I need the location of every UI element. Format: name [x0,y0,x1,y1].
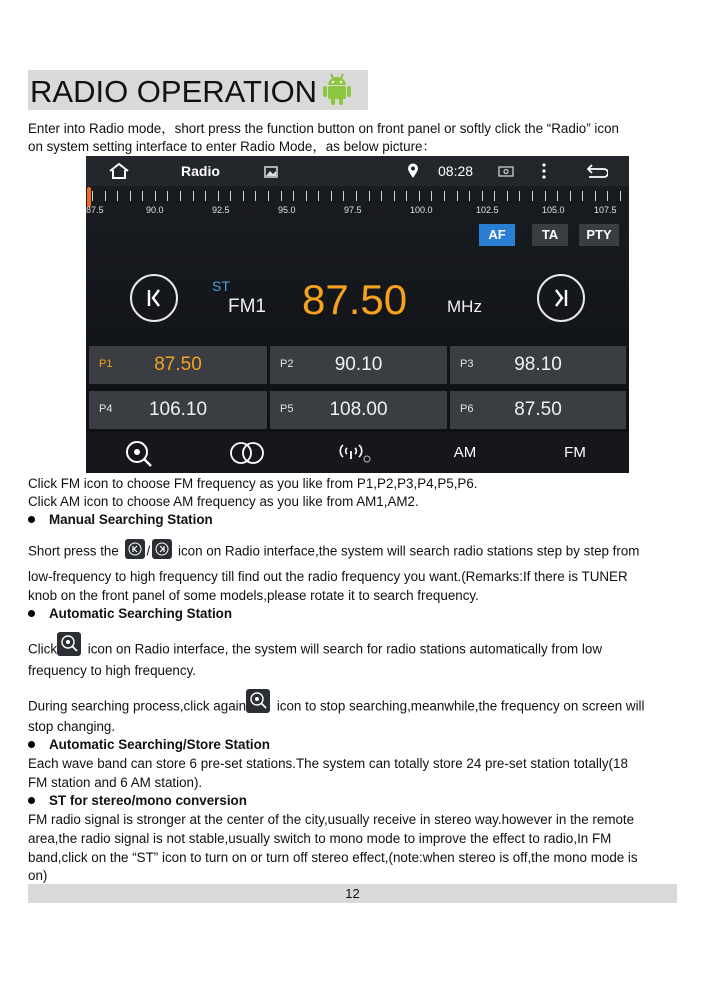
st-line-4: on) [28,868,48,883]
menu-icon[interactable] [542,163,546,179]
manual-line-1: Short press the / icon on Radio interface,the system will search radio stations step by step from [28,542,688,562]
dial-tick [582,191,583,201]
dial-tick [431,191,432,201]
dial-scale-label: 92.5 [212,205,230,215]
screenshot-icon [498,166,514,177]
dial-tick [394,191,395,201]
fm-instruction: Click FM icon to choose FM frequency as you like from P1,P2,P3,P4,P5,P6. [28,476,478,491]
preset-label: P6 [460,403,474,415]
pty-button[interactable]: PTY [579,224,619,246]
heading-text: Automatic Searching Station [49,606,233,621]
dial-scale-label: 95.0 [278,205,296,215]
page-number: 12 [28,884,677,903]
text-span: Click [28,641,58,657]
screen-title: Radio [181,163,220,179]
preset-label: P4 [99,403,113,415]
dial-tick [444,191,445,201]
android-icon [322,72,352,106]
dial-tick [105,191,106,201]
dial-tick [457,191,458,201]
dial-tick [306,191,307,201]
dial-tick [343,191,344,201]
st-line-3: band,click on the “ST” icon to turn on or turn off stereo effect,(note:when stereo is off,the mono mode is [28,850,638,865]
text-span: icon on Radio interface, the system will search for radio stations automatically from low [87,641,603,657]
seek-next-icon [152,539,172,559]
intro-line-1: Enter into Radio mode，short press the function button on front panel or softly click the “Radio” icon [28,121,619,136]
dial-scale-label: 90.0 [146,205,164,215]
dial-tick [268,191,269,201]
dial-scale-label: 97.5 [344,205,362,215]
dial-scale-label: 87.5 [86,205,104,215]
dial-tick [545,191,546,201]
dial-tick [356,191,357,201]
bullet-dot [28,516,35,523]
home-icon [108,162,130,180]
dial-tick [607,191,608,201]
af-button[interactable]: AF [479,224,515,246]
dial-tick [180,191,181,201]
text-span: icon to stop searching,meanwhile,the frequency on screen will [276,698,645,714]
preset-value: 87.50 [154,354,202,375]
manual-line-2: low-frequency to high frequency till find out the radio frequency you want.(Remarks:If there is TUNER [28,569,628,584]
heading-text: ST for stereo/mono conversion [49,793,247,808]
dial-tick [117,191,118,201]
dial-tick [507,191,508,201]
preset-p1[interactable] [89,346,267,384]
back-icon[interactable] [586,163,608,179]
intro-line-2: on system setting interface to enter Radio Mode，as below picture： [28,139,436,154]
dial-tick [167,191,168,201]
preset-value: 87.50 [514,399,562,420]
dial-tick [482,191,483,201]
seek-prev-icon [125,539,145,559]
seek-prev-icon [132,276,176,320]
bottom-bar [86,432,629,473]
dial-tick [369,191,370,201]
clock: 08:28 [438,163,474,179]
image-icon [264,166,278,178]
dial-tick [494,191,495,201]
dial-scale-label: 100.0 [410,205,433,215]
auto-search-icon [57,632,81,656]
dial-needle[interactable] [87,187,91,207]
heading-auto-search [28,606,232,621]
preset-value: 90.10 [334,354,383,375]
current-frequency: 87.50 [302,276,408,323]
dial-tick [532,191,533,201]
dial-tick [218,191,219,201]
dial-tick [595,191,596,201]
status-bar [86,156,629,186]
heading-stereo [28,793,247,808]
stereo-toggle-button[interactable] [194,432,300,473]
manual-line-3: knob on the front panel of some models,please rotate it to search frequency. [28,588,479,603]
dial-tick [570,191,571,201]
auto-search-icon [246,689,270,713]
dial-tick [142,191,143,201]
stereo-rings-icon [228,441,266,465]
preset-label: P1 [99,358,113,370]
dial-tick [92,191,93,201]
preset-p2[interactable] [270,346,447,384]
dial-tick [419,191,420,201]
bullet-dot [28,610,35,617]
dial-tick [230,191,231,201]
heading-store [28,737,270,752]
preset-p3[interactable] [450,346,626,384]
band-label: FM1 [228,296,266,317]
dial-tick [406,191,407,201]
auto-search-button[interactable] [86,432,192,473]
dial-tick [130,191,131,201]
am-button[interactable]: AM [453,444,477,461]
dial-tick [155,191,156,201]
st-line-2: area,the radio signal is not stable,usually switch to mono mode to improve the effect to radio,In FM [28,831,612,846]
auto-line-4: stop changing. [28,719,116,734]
search-scan-icon [124,440,154,468]
dial-tick [557,191,558,201]
dial-tick [281,191,282,201]
preset-value: 106.10 [148,399,208,420]
preset-p4[interactable] [89,391,267,429]
text-span: During searching process,click again [28,698,247,714]
seek-next-icon [539,276,583,320]
dial-tick [293,191,294,201]
dial-scale-label: 105.0 [542,205,565,215]
heading-text: Manual Searching Station [49,512,213,527]
st-line-1: FM radio signal is stronger at the center of the city,usually receive in stereo way.however in the remote [28,812,635,827]
preset-value: 98.10 [514,354,562,375]
preset-p6[interactable] [450,391,626,429]
radio-signal-icon [337,442,373,464]
dial-tick [620,191,621,201]
text-span: icon on Radio interface,the system will search radio stations step by step from [178,543,640,559]
dial-scale-label: 107.5 [594,205,617,215]
dial-tick [469,191,470,201]
auto-line-1 [28,638,688,662]
radio-screenshot [86,156,629,473]
dial-tick [205,191,206,201]
dial-tick [331,191,332,201]
heading-manual-search [28,512,213,527]
auto-line-3 [28,695,688,719]
dial-scale-label: 102.5 [476,205,499,215]
dial-tick [243,191,244,201]
text-span: Short press the [28,543,119,559]
seek-next-button[interactable] [537,274,585,322]
signal-button[interactable] [302,432,408,473]
dial-tick [255,191,256,201]
preset-label: P2 [280,358,294,370]
ta-button[interactable]: TA [532,224,568,246]
auto-line-2: frequency to high frequency. [28,663,196,678]
preset-value: 108.00 [329,399,388,420]
heading-text: Automatic Searching/Store Station [49,737,270,752]
dial-tick [519,191,520,201]
store-line-2: FM station and 6 AM station). [28,775,203,790]
dial-tick [193,191,194,201]
store-line-1: Each wave band can store 6 pre-set stations.The system can totally store 24 pre-set station totally(18 [28,756,628,771]
frequency-unit: MHz [447,297,482,316]
location-icon [407,163,419,179]
bullet-dot [28,797,35,804]
bullet-dot [28,741,35,748]
page-title: RADIO OPERATION [30,74,318,109]
dial-tick [381,191,382,201]
stereo-indicator[interactable]: ST [212,278,230,294]
am-instruction: Click AM icon to choose AM frequency as you like from AM1,AM2. [28,494,419,509]
dial-tick [318,191,319,201]
preset-label: P5 [280,403,294,415]
preset-label: P3 [460,358,474,370]
fm-button[interactable]: FM [564,444,586,461]
preset-p5[interactable] [270,391,447,429]
seek-prev-button[interactable] [130,274,178,322]
